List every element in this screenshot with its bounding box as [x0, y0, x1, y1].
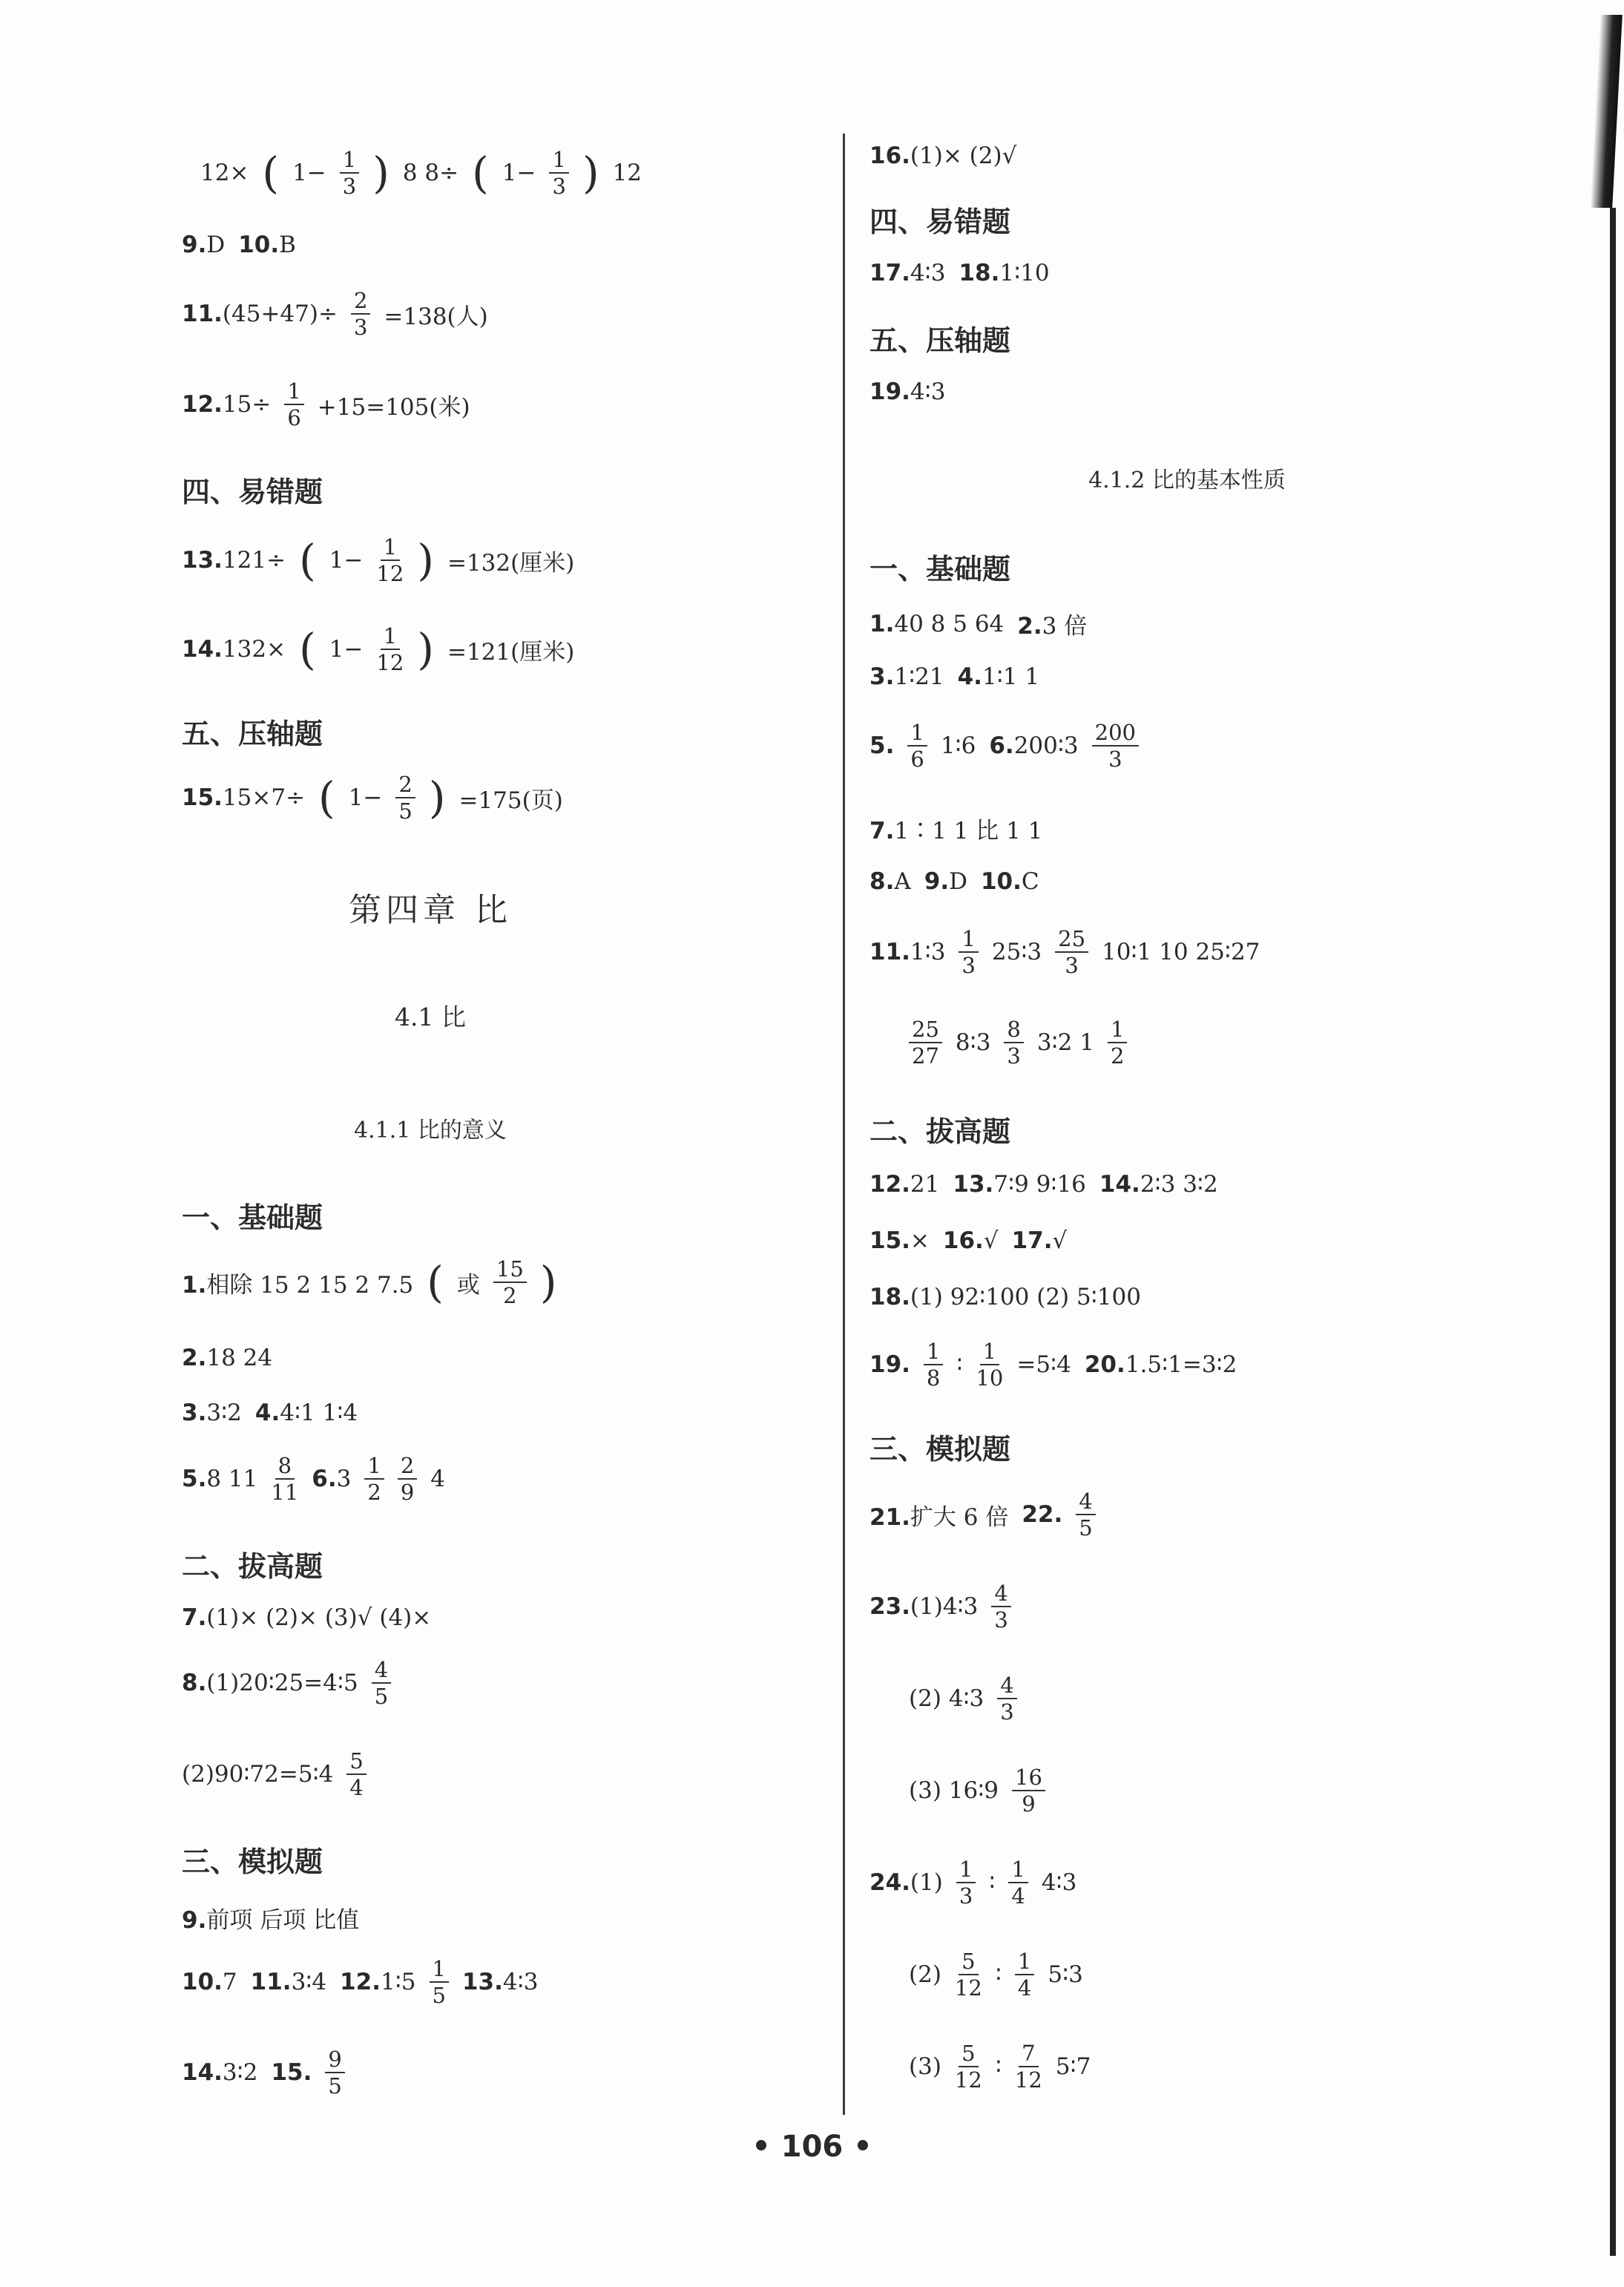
answer-text: 1−: [329, 636, 364, 663]
answer-text: (2) 4∶3: [909, 1685, 984, 1713]
numerator: 1: [1108, 1018, 1127, 1043]
page-number: • 106 •: [752, 2130, 872, 2164]
answer-text: 4∶3: [910, 260, 946, 286]
fraction: [325, 2048, 344, 2098]
question-number: 1.: [182, 1271, 207, 1299]
question-number: 22.: [1022, 1501, 1063, 1529]
numerator: 1: [1008, 1858, 1028, 1883]
answer-line: [869, 1490, 1096, 1540]
fraction: [1076, 1490, 1095, 1540]
answer-line: [869, 663, 1039, 690]
numerator: 5: [959, 2042, 978, 2067]
denominator: 3: [342, 174, 357, 200]
fraction: [430, 1958, 449, 2007]
answer-text: 12×: [200, 160, 249, 187]
ratio-colon: ∶: [956, 1351, 963, 1379]
answer-text: (1) 92∶100 (2) 5∶100: [910, 1284, 1141, 1310]
question-number: 14.: [1099, 1171, 1140, 1198]
section-heading: 二、拔高题: [869, 1115, 1011, 1148]
answer-text: 15÷: [222, 391, 272, 419]
answer-line: [182, 625, 574, 675]
answer-text: 7∶9 9∶16: [993, 1171, 1086, 1198]
subsection-title: 4.1.2 比的基本性质: [1088, 467, 1286, 493]
denominator: 5: [398, 798, 412, 824]
question-number: 4.: [254, 1400, 280, 1426]
paren: ): [539, 1257, 557, 1308]
paren: (: [472, 148, 489, 199]
paren: ): [582, 148, 599, 199]
fraction: [351, 289, 370, 339]
question-number: 15.: [182, 784, 223, 812]
denominator: 10: [976, 1365, 1004, 1391]
numerator: 200: [1092, 721, 1139, 747]
denominator: 11: [271, 1480, 299, 1506]
section-heading: 五、压轴题: [182, 718, 323, 750]
numerator: 7: [1019, 2042, 1038, 2067]
fraction: [1092, 721, 1139, 771]
numerator: 1: [381, 625, 400, 650]
answer-line: [182, 1345, 272, 1371]
denominator: 9: [1022, 1791, 1036, 1817]
question-number: 1.: [869, 610, 895, 637]
section-title: 4.1 比: [395, 1003, 466, 1031]
fraction: [1008, 1858, 1028, 1908]
fraction: [364, 1454, 384, 1504]
fraction: [1012, 1766, 1045, 1816]
answer-text: (1)× (2)√: [910, 142, 1017, 169]
ratio-colon: ∶: [995, 2053, 1002, 2081]
answer-text: 1∶10: [999, 260, 1050, 286]
numerator: 25: [909, 1018, 942, 1043]
numerator: 4: [997, 1674, 1016, 1699]
answer-line: [182, 1604, 431, 1631]
question-number: 20.: [1084, 1351, 1125, 1379]
answer-line: [909, 1674, 1017, 1724]
question-number: 10.: [980, 868, 1022, 895]
denominator: 5: [374, 1684, 389, 1710]
answer-text: (3): [909, 2053, 941, 2081]
question-number: 14.: [182, 636, 223, 663]
paren: ): [428, 772, 446, 824]
numerator: 1: [907, 721, 927, 747]
paren: ): [417, 535, 434, 586]
answer-line: [869, 928, 1260, 977]
answer-text: 1−: [502, 160, 536, 187]
answer-text: 扩大 6 倍: [910, 1503, 1009, 1531]
fraction: [346, 1750, 366, 1799]
numerator: 8: [275, 1454, 295, 1480]
numerator: 1: [340, 148, 359, 174]
numerator: 1: [959, 928, 978, 953]
denominator: 4: [349, 1775, 364, 1801]
answer-line: [869, 721, 1139, 771]
denominator: 12: [1014, 2067, 1042, 2093]
question-number: 2.: [182, 1345, 207, 1371]
answer-text: 4: [430, 1466, 446, 1493]
answer-line: [182, 232, 296, 258]
section-heading: 四、易错题: [869, 206, 1011, 238]
fraction: [376, 625, 404, 675]
denominator: 12: [954, 1975, 982, 2001]
answer-line: [182, 1454, 445, 1504]
answer-text: 8 11: [206, 1466, 258, 1493]
section-heading: 四、易错题: [182, 476, 323, 508]
ratio-colon: ∶: [989, 1869, 996, 1897]
answer-text: +15=105(米): [317, 393, 470, 421]
answer-text: 40 8 5 64: [894, 610, 1005, 637]
denominator: 3: [353, 315, 368, 341]
answer-text: 1∶1 1: [982, 663, 1040, 690]
denominator: 2: [367, 1480, 381, 1506]
scan-edge-shadow: [1590, 15, 1623, 208]
answer-text: 1−: [292, 160, 326, 187]
question-number: 9.: [182, 1907, 207, 1934]
answer-text: ×: [910, 1227, 930, 1254]
answer-text: 3∶4: [291, 1969, 327, 1996]
question-number: 21.: [869, 1503, 910, 1531]
answer-line: [869, 378, 945, 405]
question-number: 15.: [271, 2059, 312, 2087]
question-number: 18.: [959, 260, 1000, 286]
question-number: 17.: [1011, 1227, 1053, 1254]
paren: ): [372, 148, 389, 199]
answer-line: [182, 1258, 556, 1307]
question-number: 7.: [182, 1604, 207, 1631]
answer-text: =121(厘米): [447, 638, 575, 666]
question-number: 6.: [312, 1466, 337, 1493]
numerator: 1: [980, 1340, 999, 1365]
answer-text: (2)90∶72=5∶4: [182, 1761, 334, 1788]
denominator: 2: [1110, 1043, 1125, 1069]
answer-text: =132(厘米): [447, 549, 575, 577]
section-heading: 三、模拟题: [869, 1433, 1011, 1466]
column-divider: [843, 134, 845, 2115]
answer-line: [909, 1766, 1045, 1816]
answer-line: [869, 142, 1016, 169]
numerator: 4: [1076, 1490, 1095, 1515]
denominator: 3: [994, 1607, 1008, 1633]
denominator: 2: [503, 1283, 517, 1309]
answer-text: 相除 15 2 15 2 7.5: [206, 1271, 414, 1299]
numerator: 4: [991, 1582, 1010, 1607]
answer-line: [182, 380, 470, 430]
answer-text: 1∶5: [381, 1969, 416, 1996]
fraction: [956, 1858, 976, 1908]
denominator: 3: [1007, 1043, 1021, 1069]
answer-line: [869, 260, 1050, 286]
fraction: [372, 1658, 391, 1708]
numerator: 4: [372, 1658, 391, 1684]
denominator: 9: [400, 1480, 415, 1506]
section-heading: 五、压轴题: [869, 324, 1011, 357]
answer-text: A: [894, 868, 911, 895]
answer-line: [909, 1018, 1127, 1068]
answer-line: [869, 1171, 1218, 1198]
answer-text: 4∶3: [910, 378, 946, 405]
answer-text: √: [983, 1227, 999, 1254]
paren: (: [318, 772, 335, 824]
answer-text: (45+47)÷: [222, 301, 338, 328]
fraction: [997, 1674, 1016, 1724]
numerator: 1: [381, 536, 400, 561]
numerator: 9: [325, 2048, 344, 2073]
answer-line: [869, 812, 1042, 845]
answer-text: =5∶4: [1016, 1351, 1071, 1379]
numerator: 25: [1055, 928, 1088, 953]
fraction: [1108, 1018, 1127, 1068]
fraction: [955, 2042, 982, 2092]
question-number: 12.: [182, 391, 223, 419]
denominator: 3: [1065, 953, 1079, 979]
answer-line: [182, 2048, 345, 2098]
paren: (: [299, 624, 316, 675]
answer-line: [869, 868, 1039, 895]
numerator: 15: [493, 1258, 527, 1283]
answer-line: [869, 1284, 1141, 1310]
fraction: [395, 773, 415, 823]
numerator: 1: [549, 148, 568, 174]
fraction: [924, 1340, 943, 1390]
fraction: [907, 721, 927, 771]
answer-text: 前项 后项 比值: [206, 1907, 360, 1934]
denominator: 12: [954, 2067, 982, 2093]
answer-line: [182, 536, 574, 585]
denominator: 5: [1079, 1515, 1093, 1541]
question-number: 13.: [182, 547, 223, 574]
numerator: 5: [346, 1750, 366, 1775]
question-number: 23.: [869, 1593, 910, 1621]
fraction: [909, 1018, 942, 1068]
question-number: 6.: [989, 732, 1014, 760]
denominator: 5: [328, 2073, 342, 2099]
question-number: 3.: [182, 1400, 207, 1426]
numerator: 1: [924, 1340, 943, 1365]
answer-line: [869, 1582, 1011, 1632]
numerator: 8: [1004, 1018, 1023, 1043]
fraction: [1004, 1018, 1023, 1068]
numerator: 1: [1015, 1950, 1034, 1975]
question-number: 11.: [869, 939, 910, 966]
answer-line: [182, 773, 563, 823]
answer-line: [182, 1658, 391, 1708]
denominator: 3: [1000, 1699, 1014, 1725]
denominator: 27: [912, 1043, 939, 1069]
answer-line: [909, 1950, 1083, 2000]
section-heading: 一、基础题: [869, 553, 1011, 585]
fraction: [284, 380, 303, 430]
question-number: 11.: [182, 301, 223, 328]
answer-text: 8 8÷: [402, 160, 459, 187]
answer-text: 18 24: [206, 1345, 273, 1371]
answer-text: 15×7÷: [222, 784, 306, 812]
answer-text: 4∶3: [502, 1969, 539, 1996]
question-number: 9.: [924, 868, 950, 895]
question-number: 15.: [869, 1227, 910, 1254]
answer-text: 21: [910, 1171, 940, 1198]
answer-line: [909, 2042, 1091, 2092]
chapter-title: 第四章 比: [349, 891, 512, 929]
denominator: 3: [959, 1883, 973, 1909]
answer-text: 1.5∶1=3∶2: [1125, 1351, 1237, 1379]
answer-text: (1)4∶3: [910, 1593, 979, 1621]
question-number: 11.: [250, 1969, 292, 1996]
answer-text: 2∶3 3∶2: [1140, 1171, 1218, 1198]
fraction: [340, 148, 359, 198]
denominator: 6: [910, 747, 924, 772]
answer-text: 200∶3: [1013, 732, 1079, 760]
answer-line: [869, 1227, 1067, 1254]
denominator: 12: [376, 561, 404, 587]
answer-text: 3∶2: [222, 2059, 258, 2087]
fraction: [376, 536, 404, 585]
answer-line: [869, 1340, 1237, 1390]
answer-line: [869, 607, 1087, 640]
answer-text: 5∶7: [1055, 2053, 1091, 2081]
answer-text: (1)20∶25=4∶5: [206, 1670, 358, 1697]
answer-text: C: [1021, 868, 1039, 895]
answer-text: =138(人): [384, 303, 488, 330]
numerator: 2: [395, 773, 415, 798]
denominator: 5: [432, 1983, 446, 2009]
answer-line: [182, 1901, 359, 1935]
paren: (: [299, 535, 316, 586]
question-number: 24.: [869, 1869, 910, 1897]
answer-text: 132×: [222, 636, 286, 663]
question-number: 3.: [869, 663, 895, 690]
question-number: 7.: [869, 818, 895, 844]
question-number: 16.: [869, 142, 910, 169]
answer-text: 或: [456, 1271, 480, 1299]
paren: ): [417, 624, 434, 675]
answer-text: (1): [910, 1869, 943, 1897]
fraction: [991, 1582, 1010, 1632]
answer-line: [200, 148, 642, 198]
fraction: [1015, 1950, 1034, 2000]
question-number: 14.: [182, 2059, 223, 2087]
answer-text: D: [206, 232, 226, 258]
fraction: [271, 1454, 298, 1504]
answer-text: 4∶1 1∶4: [280, 1400, 358, 1426]
numerator: 1: [364, 1454, 384, 1480]
numerator: 5: [959, 1950, 978, 1975]
question-number: 10.: [182, 1969, 223, 1996]
question-number: 5.: [869, 732, 895, 760]
question-number: 17.: [869, 260, 910, 286]
denominator: 3: [1108, 747, 1122, 772]
answer-text: B: [279, 232, 296, 258]
answer-text: √: [1052, 1227, 1068, 1254]
subsection-title: 4.1.1 比的意义: [354, 1118, 507, 1144]
fraction: [493, 1258, 527, 1307]
question-number: 13.: [461, 1969, 503, 1996]
numerator: 16: [1012, 1766, 1045, 1791]
denominator: 3: [552, 174, 566, 200]
numerator: 2: [398, 1454, 417, 1480]
section-heading: 三、模拟题: [182, 1845, 323, 1878]
answer-text: (2): [909, 1961, 941, 1989]
numerator: 2: [351, 289, 370, 315]
denominator: 3: [961, 953, 976, 979]
answer-text: (3) 16∶9: [909, 1777, 999, 1805]
numerator: 1: [430, 1958, 449, 1983]
answer-text: =175(页): [458, 787, 563, 814]
answer-text: D: [949, 868, 967, 895]
paren: (: [262, 148, 280, 199]
question-number: 12.: [340, 1969, 381, 1996]
answer-text: 3 倍: [1042, 613, 1088, 640]
fraction: [549, 148, 568, 198]
answer-text: 12: [612, 160, 642, 187]
fraction: [959, 928, 978, 977]
question-number: 18.: [869, 1284, 910, 1310]
answer-text: 5∶3: [1048, 1961, 1083, 1989]
fraction: [1015, 2042, 1042, 2092]
answer-text: (1)× (2)× (3)√ (4)×: [206, 1604, 432, 1631]
fraction: [398, 1454, 417, 1504]
scan-edge-line: [1610, 208, 1616, 2256]
question-number: 8.: [182, 1670, 207, 1697]
fraction: [976, 1340, 1003, 1390]
answer-text: 1∶6: [940, 732, 976, 760]
question-number: 5.: [182, 1466, 207, 1493]
question-number: 19.: [869, 378, 910, 405]
answer-text: 25∶3: [991, 939, 1042, 966]
answer-text: 10∶1 10 25∶27: [1102, 939, 1260, 966]
fraction: [1055, 928, 1088, 977]
answer-text: 3∶2 1: [1036, 1029, 1094, 1057]
answer-text: 1∶3: [910, 939, 946, 966]
question-number: 12.: [869, 1171, 910, 1198]
question-number: 8.: [869, 868, 895, 895]
fraction: [955, 1950, 982, 2000]
question-number: 13.: [953, 1171, 994, 1198]
question-number: 9.: [182, 232, 207, 258]
section-heading: 一、基础题: [182, 1201, 323, 1234]
question-number: 2.: [1017, 613, 1042, 640]
denominator: 12: [376, 650, 404, 676]
answer-text: 4∶3: [1041, 1869, 1077, 1897]
ratio-colon: ∶: [995, 1961, 1002, 1989]
denominator: 4: [1017, 1975, 1032, 2001]
answer-line: [182, 1400, 358, 1426]
section-heading: 二、拔高题: [182, 1550, 323, 1583]
answer-text: 8∶3: [955, 1029, 991, 1057]
answer-text: 1∶1 1 比 1 1: [894, 818, 1043, 844]
question-number: 16.: [942, 1227, 984, 1254]
numerator: 1: [284, 380, 303, 405]
answer-text: 1−: [329, 547, 364, 574]
answer-text: 1∶21: [894, 663, 944, 690]
question-number: 19.: [869, 1351, 910, 1379]
answer-line: [182, 1958, 538, 2007]
numerator: 1: [956, 1858, 976, 1883]
question-number: 10.: [238, 232, 280, 258]
denominator: 4: [1011, 1883, 1025, 1909]
answer-text: 3∶2: [206, 1400, 242, 1426]
answer-text: 7: [222, 1969, 237, 1996]
answer-text: 3: [336, 1466, 352, 1493]
denominator: 6: [287, 405, 301, 431]
question-number: 4.: [957, 663, 982, 690]
answer-line: [182, 1750, 366, 1799]
answer-text: 1−: [348, 784, 383, 812]
answer-line: [182, 289, 488, 339]
denominator: 8: [926, 1365, 941, 1391]
paren: (: [427, 1257, 444, 1308]
answer-line: [869, 1858, 1076, 1908]
answer-text: 121÷: [222, 547, 286, 574]
